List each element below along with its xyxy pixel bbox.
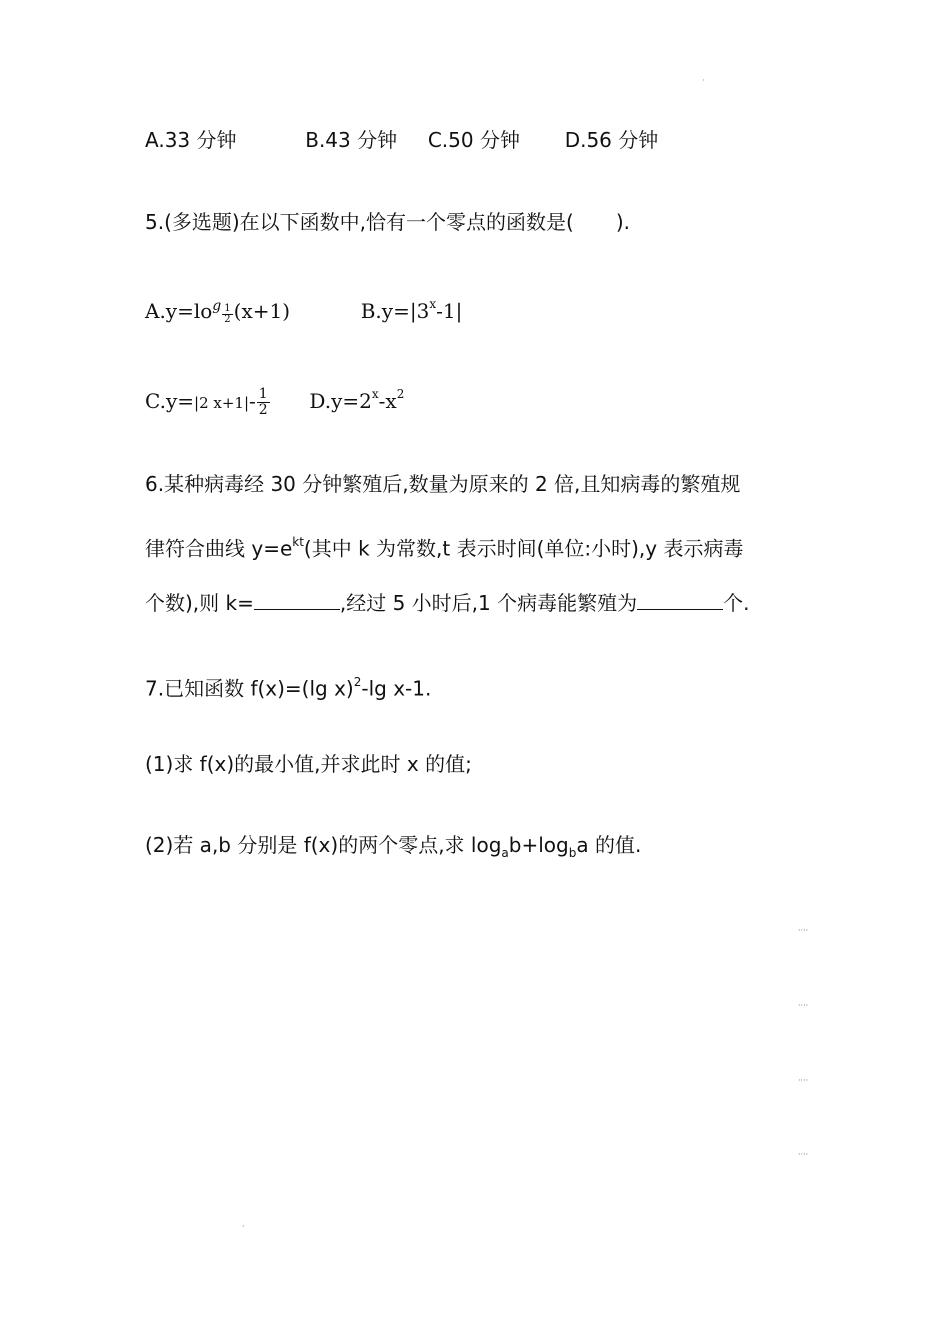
q6-line-2: 律符合曲线 $y=e^{kt}$(其中 k 为常数,t 表示时间(单位:小时),y 表示病毒: [145, 535, 744, 561]
q5-option-c: C.y=|2 x+1|- $\frac{1}{2}$: [145, 385, 268, 418]
answer-blank-count: [637, 591, 723, 610]
scan-mark: ·: [242, 1222, 245, 1231]
scan-mark: ····: [798, 1150, 809, 1159]
q4-option-c: C.50 分钟: [427, 128, 520, 152]
scan-mark: ·: [702, 76, 705, 85]
q5-options-cd: [145, 382, 404, 418]
q6-line-3: 个数),则 k= ,经过 5 小时后,1 个病毒能繁殖为 个.: [145, 591, 750, 615]
q4-option-d: D.56 分钟: [564, 128, 659, 152]
q7-stem: 7.已知函数 f(x)=(lg x)$^2$-lg x-1.: [145, 675, 432, 701]
q4-option-a: A.33 分钟: [145, 128, 237, 152]
q5-option-b: $B.y=|3^x-1|$: [360, 297, 463, 323]
scan-mark: ····: [798, 926, 809, 935]
q5-option-d: $D.y=2^x-x^2$: [309, 387, 405, 413]
q4-option-b: B.43 分钟: [305, 128, 398, 152]
q6-line-1: 6.某种病毒经 30 分钟繁殖后,数量为原来的 2 倍,且知病毒的繁殖规: [145, 472, 741, 496]
answer-blank-k: [254, 591, 340, 610]
q7-part-1: (1)求 f(x)的最小值,并求此时 x 的值;: [145, 752, 472, 776]
q7-part-2: (2)若 a,b 分别是 f(x)的两个零点,求 $\log_ab+\log_ba$ 的值.: [145, 833, 642, 860]
q5-option-a: $A.y=lo^g$ $\frac{1}{2}$ (x+1): [145, 297, 291, 325]
q4-options: [145, 126, 658, 154]
scan-mark: ····: [798, 1076, 809, 1085]
q5-option-c-fraction: $\frac{1}{2}$: [258, 385, 268, 418]
q5-option-a-fraction: $\frac{1}{2}$: [224, 302, 231, 325]
q5-options-ab: [145, 292, 462, 328]
q5-stem: 5.(多选题)在以下函数中,恰有一个零点的函数是( ).: [145, 210, 631, 234]
scan-mark: ····: [798, 1001, 809, 1010]
